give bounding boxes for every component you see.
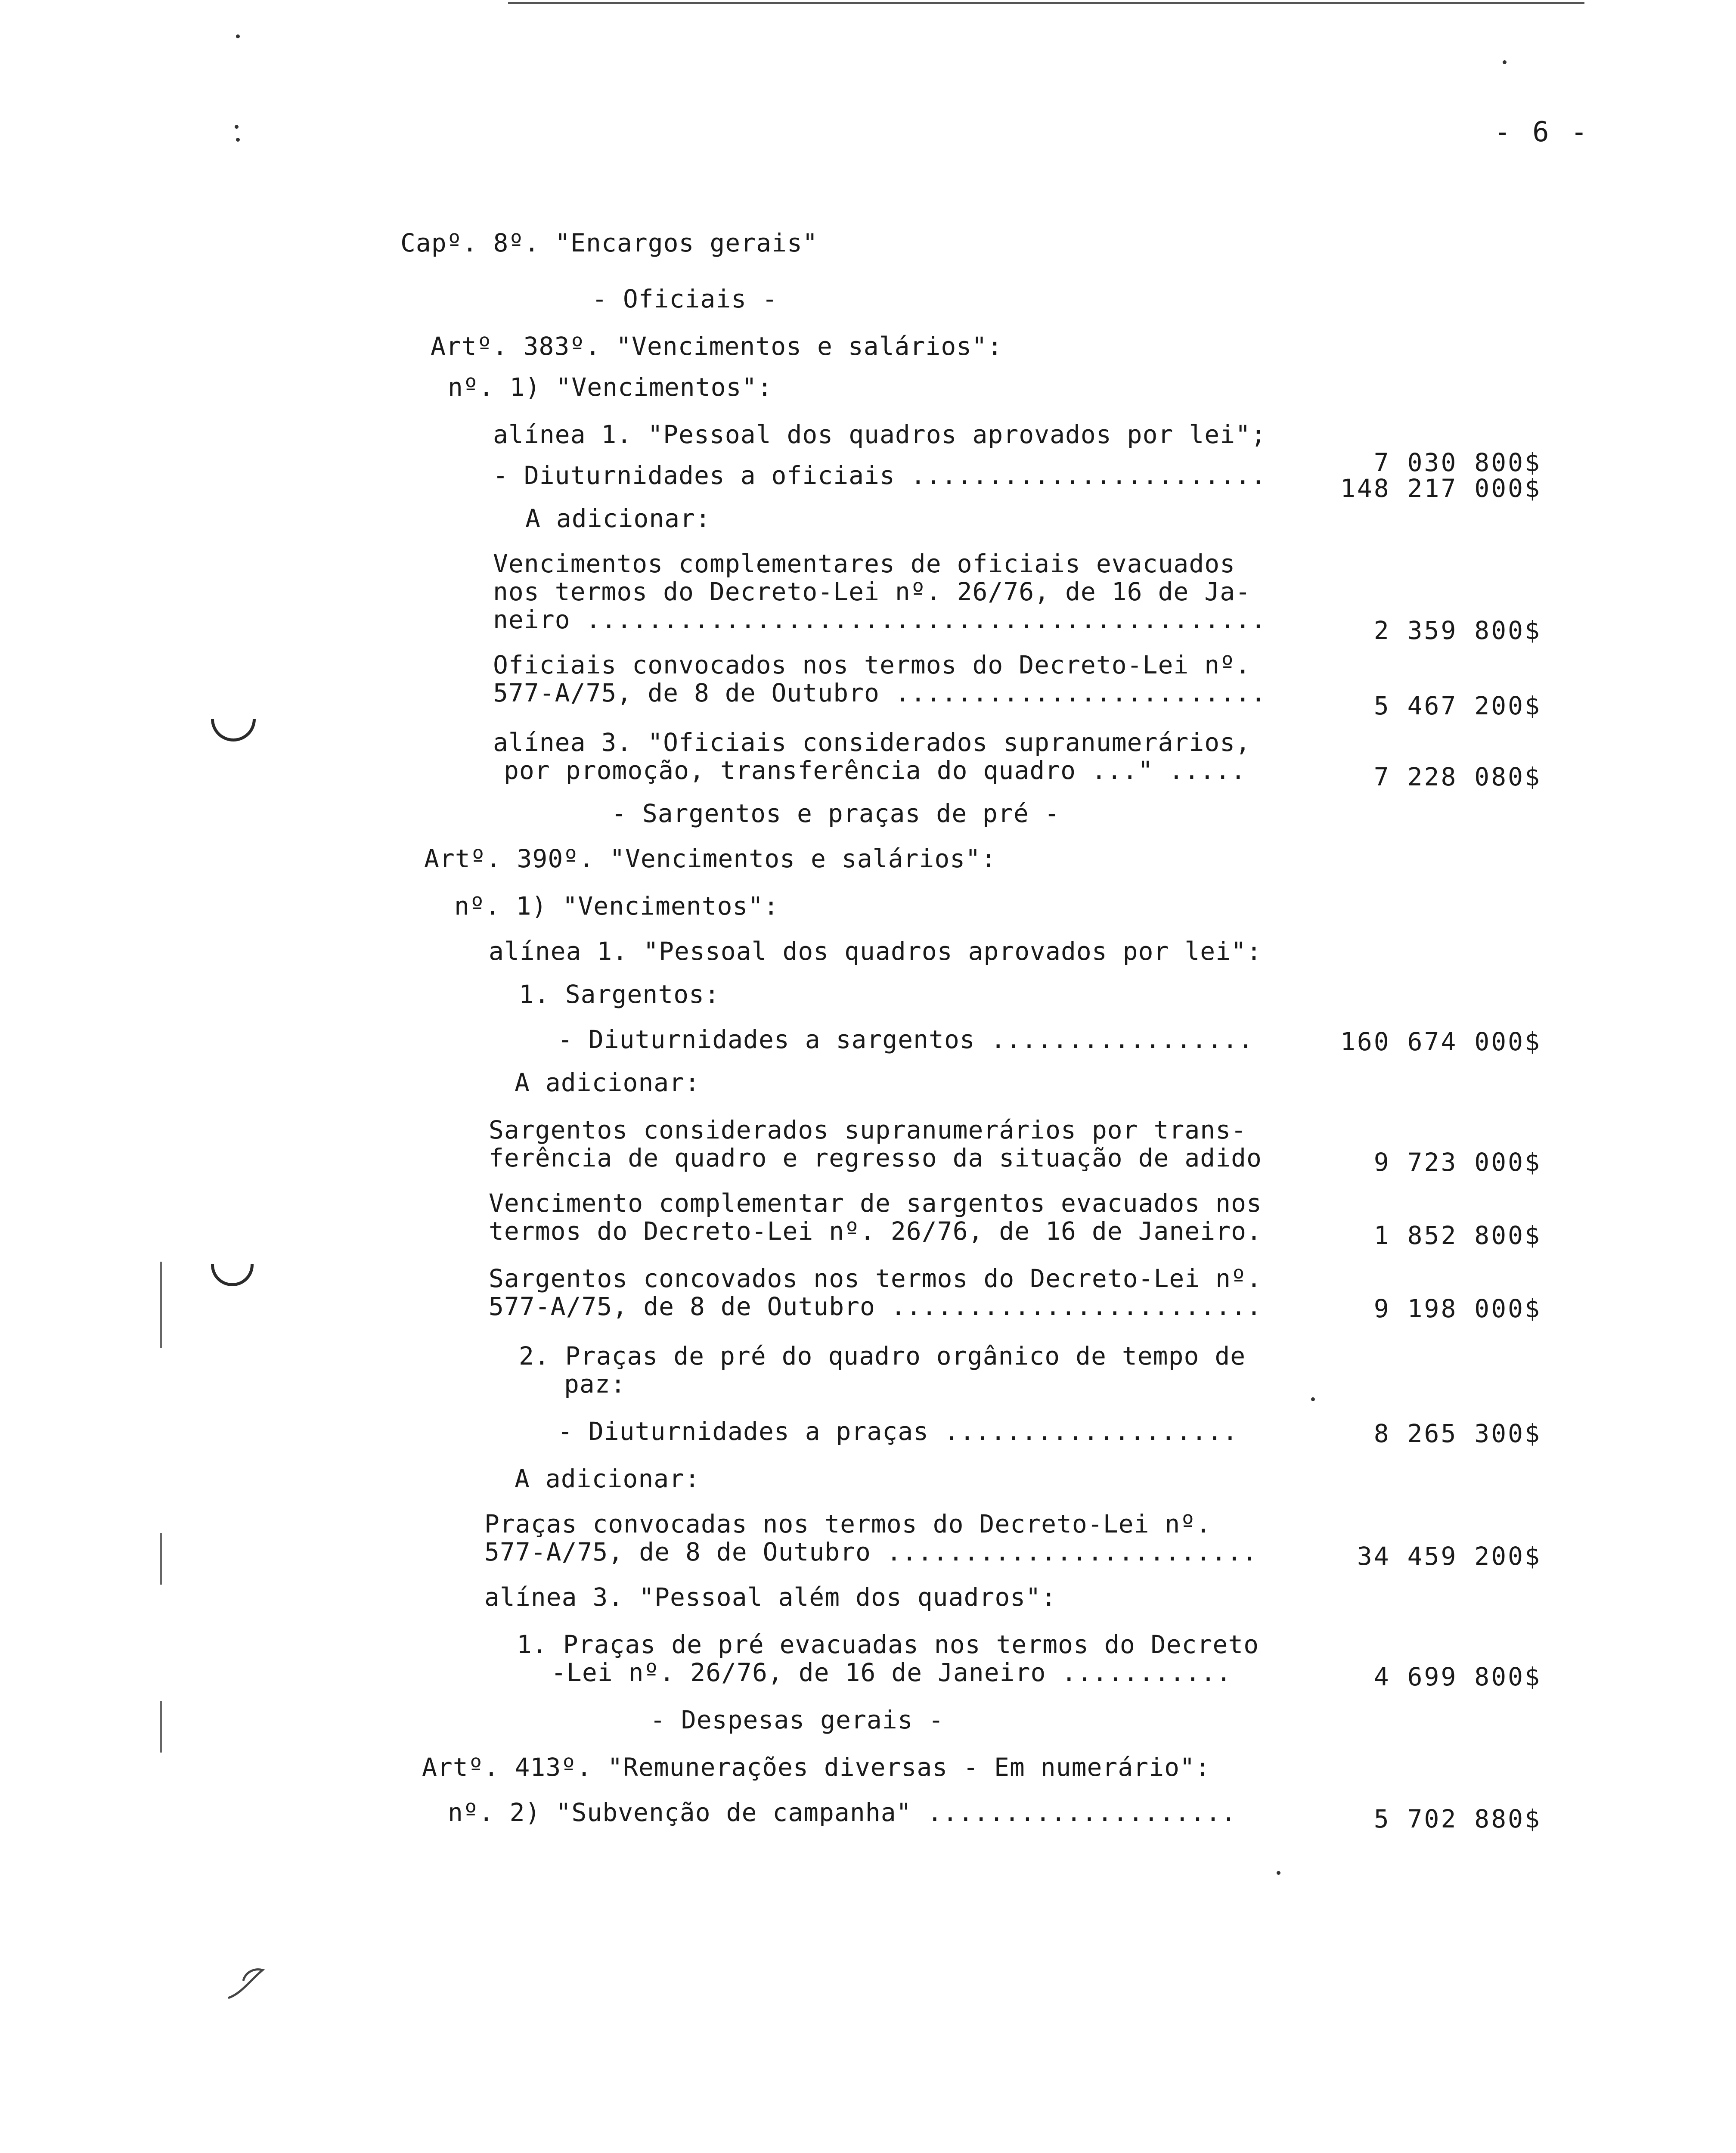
- text-line: Artº. 390º. "Vencimentos e salários":: [424, 844, 997, 873]
- text-line: Sargentos considerados supranumerários por trans-: [489, 1115, 1247, 1145]
- text-line: Sargentos concovados nos termos do Decreto-Lei nº.: [489, 1264, 1262, 1293]
- amount-value: 8 265 300$: [1373, 1419, 1541, 1448]
- amount-value: 1 852 800$: [1373, 1221, 1541, 1250]
- text-line: - Diuturnidades a sargentos .................: [558, 1025, 1254, 1054]
- text-line: alínea 3. "Pessoal além dos quadros":: [484, 1582, 1057, 1612]
- text-line: - Oficiais -: [592, 284, 778, 313]
- text-line: paz:: [564, 1369, 626, 1399]
- text-line: Artº. 413º. "Remunerações diversas - Em numerário":: [422, 1753, 1211, 1782]
- amount-value: 5 702 880$: [1373, 1804, 1541, 1833]
- scan-speck: [1311, 1397, 1315, 1401]
- text-line: 2. Praças de pré do quadro orgânico de tempo de: [519, 1341, 1246, 1371]
- text-line: Capº. 8º. "Encargos gerais": [400, 228, 818, 257]
- text-line: neiro ............................................: [493, 605, 1266, 634]
- text-line: Vencimento complementar de sargentos evacuados nos: [489, 1188, 1262, 1218]
- text-line: 577-A/75, de 8 de Outubro ........................: [489, 1292, 1262, 1321]
- amount-value: 148 217 000$: [1340, 474, 1541, 503]
- scan-speck: [236, 34, 240, 38]
- scan-speck: [236, 138, 240, 142]
- page-number: - 6 -: [1494, 116, 1590, 148]
- text-line: -Lei nº. 26/76, de 16 de Janeiro ...........: [551, 1658, 1232, 1687]
- amount-value: 160 674 000$: [1340, 1027, 1541, 1056]
- amount-value: 9 723 000$: [1373, 1148, 1541, 1177]
- text-line: Oficiais convocados nos termos do Decreto-Lei nº.: [493, 650, 1251, 679]
- text-line: Praças convocadas nos termos do Decreto-Lei nº.: [484, 1509, 1212, 1539]
- scan-artifact-line: [160, 1533, 162, 1585]
- scan-squiggle: [224, 1964, 271, 2002]
- scan-mark: [211, 719, 256, 741]
- amount-value: 2 359 800$: [1373, 616, 1541, 645]
- text-line: A adicionar:: [525, 504, 711, 533]
- text-line: alínea 3. "Oficiais considerados supranumerários,: [493, 728, 1251, 757]
- text-line: A adicionar:: [515, 1464, 701, 1493]
- text-line: ferência de quadro e regresso da situação de adido: [489, 1143, 1262, 1173]
- scan-speck: [1503, 60, 1507, 64]
- amount-value: 9 198 000$: [1373, 1294, 1541, 1323]
- scan-artifact-line: [160, 1262, 162, 1348]
- text-line: - Diuturnidades a oficiais .......................: [493, 461, 1266, 490]
- amount-value: 34 459 200$: [1357, 1542, 1541, 1571]
- scan-speck: [235, 125, 239, 129]
- scan-artifact-line: [160, 1701, 162, 1753]
- text-line: nº. 1) "Vencimentos":: [454, 891, 779, 921]
- text-line: nº. 1) "Vencimentos":: [448, 372, 773, 402]
- text-line: 1. Sargentos:: [519, 980, 720, 1009]
- scan-speck: [1277, 1871, 1280, 1875]
- text-line: alínea 1. "Pessoal dos quadros aprovados por lei":: [489, 937, 1262, 966]
- text-line: Artº. 383º. "Vencimentos e salários":: [431, 332, 1003, 361]
- amount-value: 5 467 200$: [1373, 691, 1541, 720]
- top-rule: [508, 2, 1584, 4]
- text-line: alínea 1. "Pessoal dos quadros aprovados por lei";: [493, 420, 1266, 449]
- amount-value: 4 699 800$: [1373, 1662, 1541, 1691]
- text-line: 577-A/75, de 8 de Outubro ........................: [484, 1537, 1258, 1567]
- scan-mark: [211, 1264, 254, 1286]
- text-line: termos do Decreto-Lei nº. 26/76, de 16 de Janeiro.: [489, 1216, 1262, 1246]
- text-line: A adicionar:: [515, 1068, 701, 1097]
- text-line: 577-A/75, de 8 de Outubro ........................: [493, 678, 1266, 707]
- amount-value: 7 228 080$: [1373, 762, 1541, 791]
- text-line: nº. 2) "Subvenção de campanha" ....................: [448, 1798, 1237, 1827]
- amount-value: 7 030 800$: [1373, 448, 1541, 477]
- text-line: - Diuturnidades a praças ...................: [558, 1417, 1238, 1446]
- text-line: por promoção, transferência do quadro ..." .....: [504, 756, 1246, 785]
- text-line: 1. Praças de pré evacuadas nos termos do Decreto: [517, 1630, 1259, 1659]
- text-line: - Despesas gerais -: [650, 1705, 944, 1734]
- text-line: Vencimentos complementares de oficiais evacuados: [493, 549, 1236, 578]
- text-line: - Sargentos e praças de pré -: [611, 799, 1060, 828]
- text-line: nos termos do Decreto-Lei nº. 26/76, de 16 de Ja-: [493, 577, 1251, 606]
